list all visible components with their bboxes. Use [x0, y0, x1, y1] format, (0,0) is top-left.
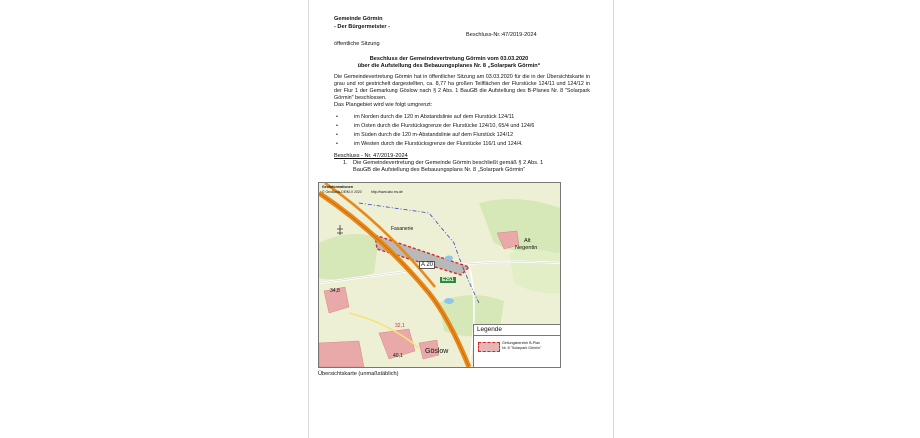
map-caption: Übersichtskarte (unmaßstäblich): [318, 371, 399, 377]
map-source-title: Geoinformationen: [322, 185, 353, 189]
resolution-text-1: Die Gemeindevertretung der Gemeinde Görmin beschließt gemäß § 2 Abs. 1: [353, 160, 544, 166]
map-label-fasanerie: Fasanerie: [391, 226, 414, 232]
title-line-1: Beschluss der Gemeindevertretung Görmin vom 03.03.2020: [369, 56, 529, 62]
resolution-item-number: 1.: [343, 160, 348, 166]
map-label-elev-southwest: 40,1: [393, 353, 403, 359]
legend-swatch: [478, 342, 500, 352]
list-item: • im Osten durch die Flurstücksgrenze der Flurstücke 124/10, 65/4 und 124/6: [334, 122, 534, 131]
resolution-number: Beschluss-Nr.:47/2019-2024: [466, 32, 537, 38]
list-item: • im Westen durch die Flurstücksgrenze der Flurstücke 116/1 und 124/4.: [334, 140, 534, 149]
overview-map: [318, 182, 561, 368]
intro-paragraph: Die Gemeindevertretung Görmin hat in öffentlicher Sitzung am 03.03.2020 für die in der Übersichtskarte in grau und rot gestrichelt dargestellten, ca. 8,77 ha großen Teilflächen der Flurstücke 124/11 und 124/12 in der Flur 1 der Gemarkung Göslow nach § 2 Abs. 1 BauGB die Aufstellung des B-Planes Nr. 8 "Solarpark Görmin" beschlossen.: [334, 74, 590, 101]
session-type: öffentliche Sitzung: [334, 41, 380, 47]
resolution-heading: Beschluss - Nr. 47/2019-2024: [334, 153, 408, 159]
title-line-2: über die Aufstellung des Bebauungsplanes Nr. 8 „Solarpark Görmin“: [357, 63, 541, 69]
list-item: • im Süden durch die 120 m-Abstandslinie auf dem Flurstück 124/12: [334, 131, 534, 140]
map-label-town: Göslow: [425, 348, 449, 355]
list-item: • im Norden durch die 120 m Abstandslinie auf dem Flurstück 124/11: [334, 113, 534, 122]
map-label-elev-south: 32,1: [395, 323, 405, 329]
map-source-url: http://www.laiv-mv.de: [371, 190, 403, 194]
legend-item-line-1: Geltungsbereich B-Plan: [502, 341, 540, 345]
mayor-line: - Der Bürgermeister -: [334, 24, 390, 30]
boundary-intro: Das Plangebiet wird wie folgt umgrenzt:: [334, 102, 433, 108]
map-source-credit: © GeoBasis-DE/M-V 2020: [322, 190, 362, 194]
legend-title: Legende: [477, 326, 502, 333]
map-label-elev-west: 34,8: [330, 288, 340, 294]
legend-divider: [474, 335, 560, 336]
legend-item-line-2: Nr. 8 "Solarpark Görmin": [502, 346, 542, 350]
map-label-alt: Alt: [524, 238, 531, 244]
map-legend: [473, 324, 561, 368]
map-label-negentin: Negentin: [515, 245, 538, 251]
resolution-text-2: BauGB die Aufstellung des Bebauungsplans Nr. 8 „Solarpark Görmin“: [353, 167, 526, 173]
map-label-route: E251: [442, 277, 454, 283]
boundary-list: [334, 113, 534, 149]
municipality-name: Gemeinde Görmin: [334, 16, 383, 22]
map-label-motorway: A 20: [421, 262, 434, 268]
